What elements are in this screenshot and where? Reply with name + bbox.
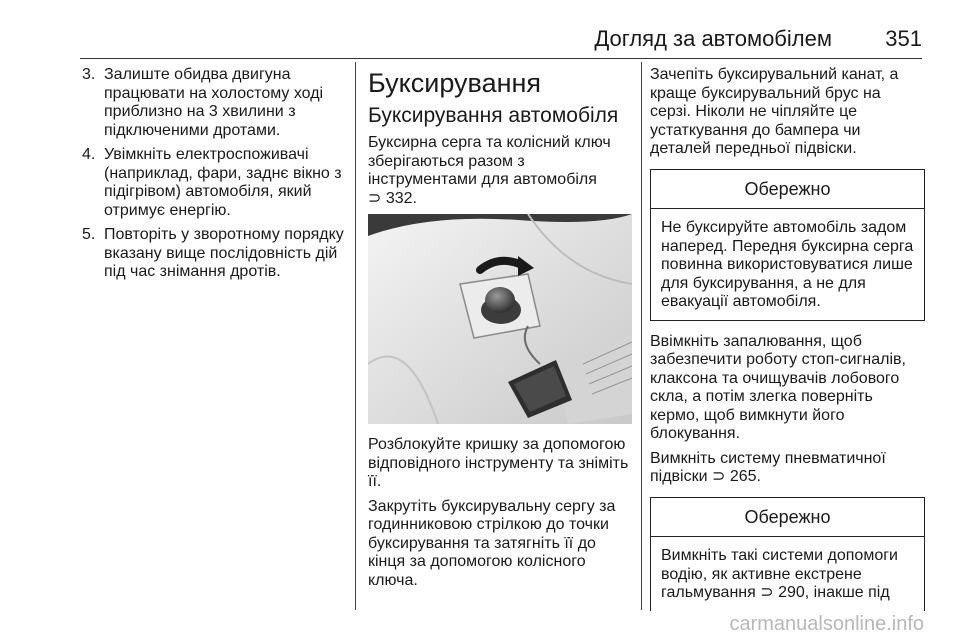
warning-box (650, 497, 925, 611)
page-reference-link[interactable]: ⊃ 332. (368, 189, 417, 207)
warning-title: Обережно (651, 170, 924, 210)
body-paragraph: Зачепіть буксирувальний канат, а краще буксирувальний брус на серзі. Ніколи не чіпляйте це устаткування до бампера чи деталей передньої підвіски. (650, 66, 899, 157)
body-paragraph: Ввімкніть запалювання, щоб забезпечити роботу стоп-сигналів, клаксона та очищувачів лобового скла, а потім злегка поверніть кермо, щоб вимкнути його блокування. (650, 332, 906, 442)
list-item (82, 146, 344, 220)
list-item (82, 226, 344, 282)
list-item (82, 66, 344, 140)
body-paragraph: Вимкніть систему пневматичної підвіски ⊃ 265. (650, 449, 886, 485)
step-text: Увімкніть електроспоживачі (наприклад, фари, заднє вікно з підігрівом) автомобіля, який отримує енергію. (104, 146, 342, 219)
warning-title: Обережно (651, 498, 924, 538)
warning-text: Не буксируйте автомобіль задом наперед. Передня буксирна серга повинна використовуватися лише для буксирування, а не для евакуації автомобіля. (661, 219, 914, 310)
intro-paragraph (368, 134, 634, 208)
warning-box (650, 169, 925, 321)
step-number: 5. (82, 226, 96, 243)
caption-paragraph: Розблокуйте кришку за допомогою відповідного інструменту та зніміть її. (368, 436, 629, 490)
middle-column (368, 66, 634, 596)
page-title: Догляд за автомобілем (594, 26, 832, 51)
column-divider (641, 62, 642, 610)
page-header (80, 22, 922, 56)
header-rule (80, 58, 922, 59)
towing-eye-illustration (368, 214, 632, 424)
left-column (82, 66, 344, 288)
page-number: 351 (885, 26, 922, 51)
intro-text: Буксирна серга та колісний ключ зберігаються разом з інструментами для автомобіля (368, 134, 611, 188)
section-title: Буксирування (368, 68, 542, 98)
step-number: 4. (82, 146, 96, 163)
steps-list (82, 66, 344, 282)
warning-text: Вимкніть такі системи допомоги водію, як активне екстрене гальмування ⊃ 290, інакше під (661, 547, 898, 601)
watermark: carmanualsonline.info (729, 613, 924, 635)
step-number: 3. (82, 66, 96, 83)
column-divider (355, 62, 356, 610)
caption-paragraph: Закрутіть буксирувальну сергу за годинниковою стрілкою до точки буксирування та затягніть її до кінця за допомогою колісного ключа. (368, 497, 616, 589)
step-text: Залиште обидва двигуна працювати на холостому ході приблизно на 3 хвилини з підключеними дротами. (104, 66, 324, 139)
subsection-title: Буксирування автомобіля (368, 104, 619, 127)
right-column (650, 66, 925, 623)
step-text: Повторіть у зворотному порядку вказану вище послідовність дій під час знімання дротів. (104, 226, 344, 280)
